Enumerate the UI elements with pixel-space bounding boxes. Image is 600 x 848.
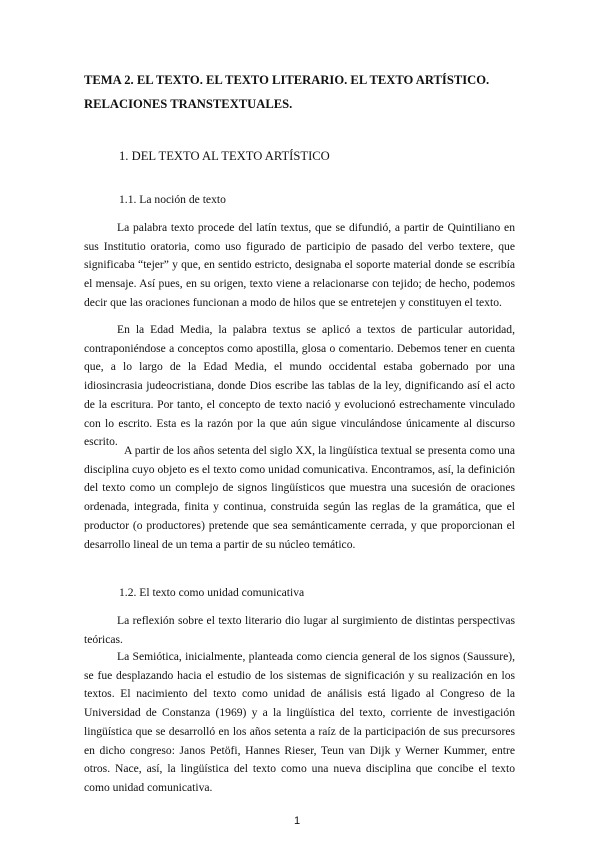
paragraph-1-2-b: La Semiótica, inicialmente, planteada como ciencia general de los signos (Saussure), se fue desplazando hacia el estudio de los sistemas de significación y su realización en los textos. El nacimiento del texto como unidad de análisis está ligado al Congreso de la Universidad de Constanza (1969) y a la lingüística del texto, corriente de investigación lingüística que se desarrolló en los años setenta a raíz de la participación de sus precursores en dicho congreso: Janos Petöfi, Hannes Rieser, Teun van Dijk y Werner Kummer, entre otros. Nace, así, la lingüística del texto como una nueva disciplina que concibe el texto como unidad comunicativa.: [84, 650, 515, 794]
document-title: TEMA 2. EL TEXTO. EL TEXTO LITERARIO. EL TEXTO ARTÍSTICO. RELACIONES TRANSTEXTUALES.: [84, 73, 490, 111]
page-number: 1: [294, 815, 301, 827]
paragraph-1-1-a: La palabra texto procede del latín textus, que se difundió, a partir de Quintiliano en sus Institutio oratoria, como uso figurado de participio de pasado del verbo textere, que significaba “tejer” y que, en sentido estricto, designaba el soporte material donde se escribía el mensaje. Así pues, en su origen, texto viene a relacionarse con tejido; de hecho, podemos decir que las oraciones funcionan a modo de hilos que se entretejen y constituyen el texto.: [84, 221, 515, 309]
subsection-heading-1-1: 1.1. La noción de texto: [119, 193, 226, 206]
section-heading-1: 1. DEL TEXTO AL TEXTO ARTÍSTICO: [119, 149, 330, 163]
subsection-heading-1-2: 1.2. El texto como unidad comunicativa: [119, 586, 305, 599]
paragraph-1-1-c: A partir de los años setenta del siglo XX, la lingüística textual se presenta como una disciplina cuyo objeto es el texto como unidad comunicativa. Encontramos, así, la definición del texto como un complejo de signos lingüísticos que muestra una sucesión de oraciones ordenada, integrada, finita y continua, construida según las reglas de la gramática, que el productor (o productores) pretende que sea semánticamente cerrada, y que proporcionan el desarrollo lineal de un tema a partir de su núcleo temático.: [84, 444, 515, 551]
paragraph-1-2-a: La reflexión sobre el texto literario dio lugar al surgimiento de distintas perspectivas teóricas.: [84, 614, 515, 646]
paragraph-1-1-b: En la Edad Media, la palabra textus se aplicó a textos de particular autoridad, contraponiéndose a conceptos como apostilla, glosa o comentario. Debemos tener en cuenta que, a lo largo de la Edad Media, el mundo occidental estaba gobernado por una idiosincrasia judeocristiana, donde Dios escribe las tablas de la ley, dignificando así el acto de la escritura. Por tanto, el concepto de texto nació y evolucionó estrechamente vinculado con lo escrito. Esta es la razón por la que aún sigue vinculándose únicamente al discurso escrito.: [84, 323, 515, 449]
